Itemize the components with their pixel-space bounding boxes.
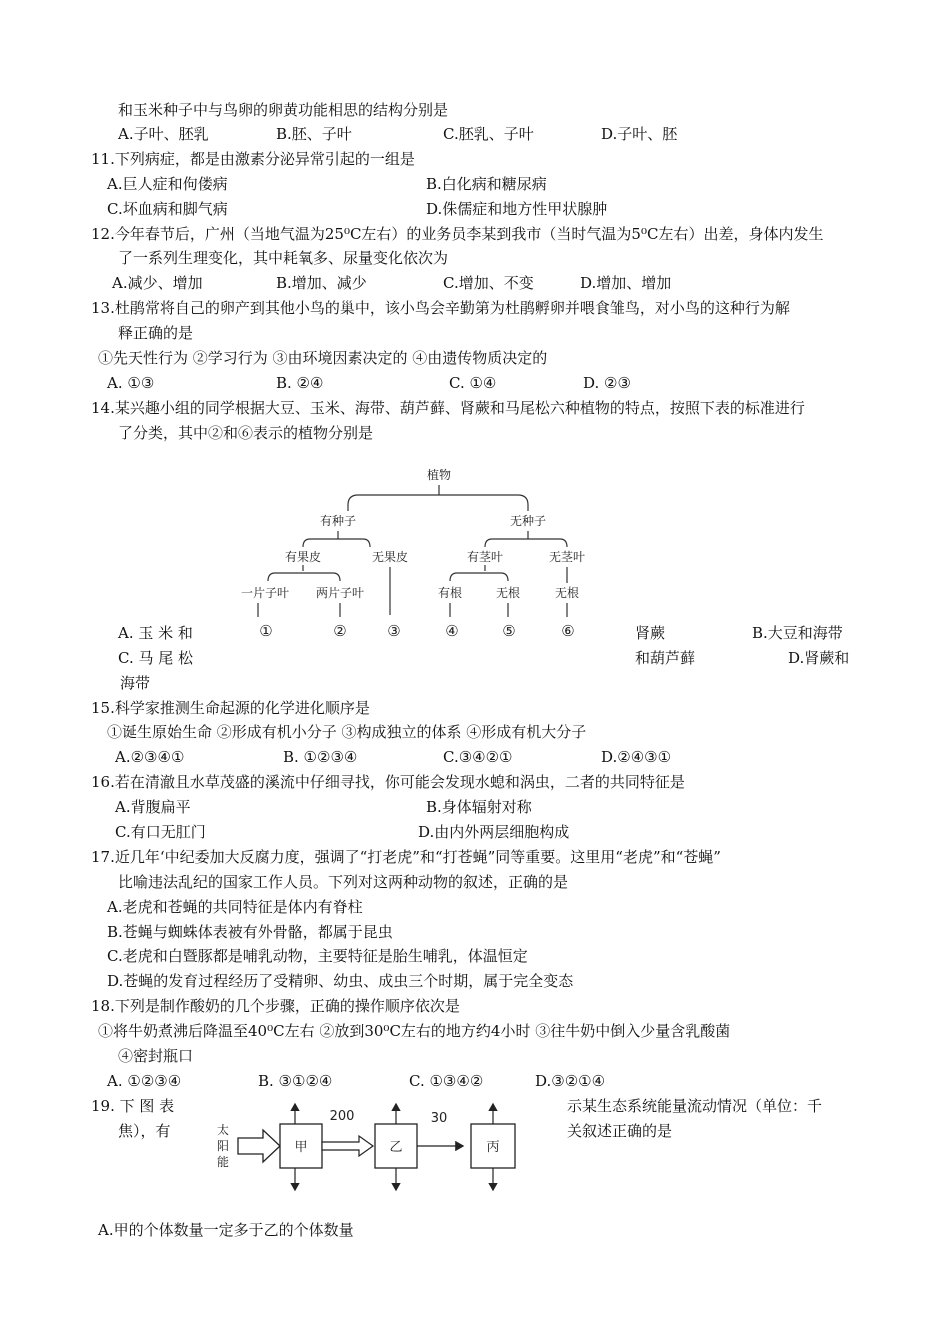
q16-option-c: C.有口无肛门 [115, 823, 206, 841]
q13-option-c: C. ①④ [449, 374, 497, 392]
classification-tree-diagram [228, 455, 598, 645]
q14-option-d-part1: D.肾蕨和 [788, 649, 850, 667]
q17-stem-line1: 17.近几年‘中纪委加大反腐力度，强调了“打老虎”和“打苍蝇”同等重要。这里用“老虎”和“苍蝇” [91, 848, 721, 866]
q15-option-b: B. ①②③④ [283, 748, 358, 766]
q17-option-c: C.老虎和白暨豚都是哺乳动物，主要特征是胎生哺乳，体温恒定 [107, 947, 528, 965]
q19-stem-line1-right: 示某生态系统能量流动情况（单位：千 [567, 1097, 823, 1115]
tree-leaf-2: ② [333, 622, 347, 640]
q14-option-a-part1: A. 玉 米 和 [118, 624, 193, 642]
q17-option-d: D.苍蝇的发育过程经历了受精卵、幼虫、成虫三个时期，属于完全变态 [107, 972, 574, 990]
q14-option-b: B.大豆和海带 [752, 624, 843, 642]
tree-node-mono: 一片子叶 [240, 586, 290, 600]
q13-items: ①先天性行为 ②学习行为 ③由环境因素决定的 ④由遗传物质决定的 [98, 349, 548, 367]
flow-value-200: 200 [329, 1109, 355, 1124]
tree-node-root1: 有根 [437, 586, 463, 600]
tree-leaf-4: ④ [445, 622, 459, 640]
flow-sun-char-2: 阳 [216, 1139, 230, 1153]
q11-option-d: D.侏儒症和地方性甲状腺肿 [426, 200, 608, 218]
q12-stem-line2: 了一系列生理变化，其中耗氧多、尿量变化依次为 [118, 249, 449, 267]
flow-label-bing: 丙 [486, 1140, 500, 1155]
q13-stem-line1: 13.杜鹃常将自己的卵产到其他小鸟的巢中，该小鸟会辛勤第为杜鹃孵卵并喂食雏鸟，对小鸟的这种行为解 [91, 299, 790, 317]
q13-option-d: D. ②③ [583, 374, 631, 392]
q19-stem-line1-left: 19. 下 图 表 [91, 1097, 175, 1115]
tree-node-root2: 无根 [495, 586, 521, 600]
flow-arrow-sun [238, 1130, 280, 1162]
q15-option-c: C.③④②① [443, 748, 513, 766]
q15-stem: 15.科学家推测生命起源的化学进化顺序是 [91, 699, 370, 717]
q15-option-d: D.②④③① [601, 748, 672, 766]
q17-stem-line2: 比喻违法乱纪的国家工作人员。下列对这两种动物的叙述，正确的是 [118, 873, 569, 891]
q10-option-a: A.子叶、胚乳 [118, 125, 209, 143]
q11-option-a: A.巨人症和佝偻病 [107, 175, 228, 193]
tree-leaf-5: ⑤ [502, 622, 516, 640]
q12-option-b: B.增加、减少 [276, 274, 367, 292]
tree-leaf-3: ③ [387, 622, 401, 640]
flow-label-yi: 乙 [389, 1140, 403, 1155]
q13-option-b: B. ②④ [276, 374, 324, 392]
q14-option-c-part2: 和葫芦藓 [635, 649, 696, 667]
q10-option-c: C.胚乳、子叶 [443, 125, 534, 143]
q18-option-a: A. ①②③④ [107, 1072, 182, 1090]
q17-option-a: A.老虎和苍蝇的共同特征是体内有脊柱 [107, 898, 363, 916]
q10-option-d: D.子叶、胚 [601, 125, 678, 143]
q16-option-a: A.背腹扁平 [115, 798, 191, 816]
tree-node-dicot: 两片子叶 [315, 586, 365, 600]
q10-option-b: B.胚、子叶 [276, 125, 352, 143]
flow-sun-char-1: 太 [216, 1123, 230, 1137]
q11-option-b: B.白化病和糖尿病 [426, 175, 547, 193]
q16-option-b: B.身体辐射对称 [426, 798, 532, 816]
tree-node-root3: 无根 [554, 586, 580, 600]
q18-items-line1: ①将牛奶煮沸后降温至40⁰C左右 ②放到30⁰C左右的地方约4小时 ③往牛奶中倒入少量含乳酸菌 [98, 1022, 731, 1040]
q19-stem-line2-right: 关叙述正确的是 [567, 1122, 673, 1140]
tree-leaf-1: ① [259, 622, 273, 640]
tree-node-noseed: 无种子 [509, 514, 547, 528]
q14-option-c-part1: C. 马 尾 松 [118, 649, 194, 667]
q16-option-d: D.由内外两层细胞构成 [418, 823, 570, 841]
q10-stem: 和玉米种子中与鸟卵的卵黄功能相思的结构分别是 [118, 101, 449, 119]
tree-root-plant: 植物 [426, 468, 452, 482]
tree-node-nopeel: 无果皮 [371, 550, 409, 564]
q18-items-line2: ④密封瓶口 [118, 1047, 194, 1065]
q14-stem-line2: 了分类，其中②和⑥表示的植物分别是 [118, 424, 374, 442]
q12-option-d: D.增加、增加 [580, 274, 672, 292]
q15-items: ①诞生原始生命 ②形成有机小分子 ③构成独立的体系 ④形成有机大分子 [107, 723, 587, 741]
q14-option-d-part2: 海带 [120, 674, 151, 692]
tree-node-nostem: 无茎叶 [548, 550, 586, 564]
flow-arrow-jia-yi [322, 1136, 373, 1156]
q14-option-a-part2: 肾蕨 [635, 624, 666, 642]
q18-stem: 18.下列是制作酸奶的几个步骤，正确的操作顺序依次是 [91, 997, 460, 1015]
q19-option-a: A.甲的个体数量一定多于乙的个体数量 [98, 1221, 354, 1239]
q18-option-d: D.③②①④ [535, 1072, 606, 1090]
q11-option-c: C.坏血病和脚气病 [107, 200, 228, 218]
q16-stem: 16.若在清澈且水草茂盛的溪流中仔细寻找，你可能会发现水螅和涡虫，二者的共同特征是 [91, 773, 685, 791]
q17-option-b: B.苍蝇与蜘蛛体表被有外骨骼，都属于昆虫 [107, 923, 393, 941]
tree-node-peel: 有果皮 [284, 550, 322, 564]
q12-stem-line1: 12.今年春节后，广州（当地气温为25⁰C左右）的业务员李某到我市（当时气温为5⁰C左右）出差，身体内发生 [91, 225, 824, 243]
q18-option-b: B. ③①②④ [258, 1072, 333, 1090]
energy-flow-diagram [205, 1100, 545, 1196]
q15-option-a: A.②③④① [115, 748, 185, 766]
q13-stem-line2: 释正确的是 [118, 324, 194, 342]
q11-stem: 11.下列病症，都是由激素分泌异常引起的一组是 [91, 150, 415, 168]
q13-option-a: A. ①③ [107, 374, 155, 392]
q18-option-c: C. ①③④② [409, 1072, 484, 1090]
q19-stem-line2-left: 焦），有 [118, 1122, 171, 1140]
flow-value-30: 30 [430, 1111, 448, 1126]
tree-node-seed: 有种子 [319, 514, 357, 528]
flow-sun-char-3: 能 [216, 1155, 230, 1169]
tree-node-stem: 有茎叶 [466, 550, 504, 564]
q12-option-a: A.减少、增加 [112, 274, 203, 292]
tree-leaf-6: ⑥ [561, 622, 575, 640]
q12-option-c: C.增加、不变 [443, 274, 534, 292]
flow-label-jia: 甲 [294, 1140, 308, 1155]
q14-stem-line1: 14.某兴趣小组的同学根据大豆、玉米、海带、葫芦藓、肾蕨和马尾松六种植物的特点，按照下表的标准进行 [91, 399, 805, 417]
